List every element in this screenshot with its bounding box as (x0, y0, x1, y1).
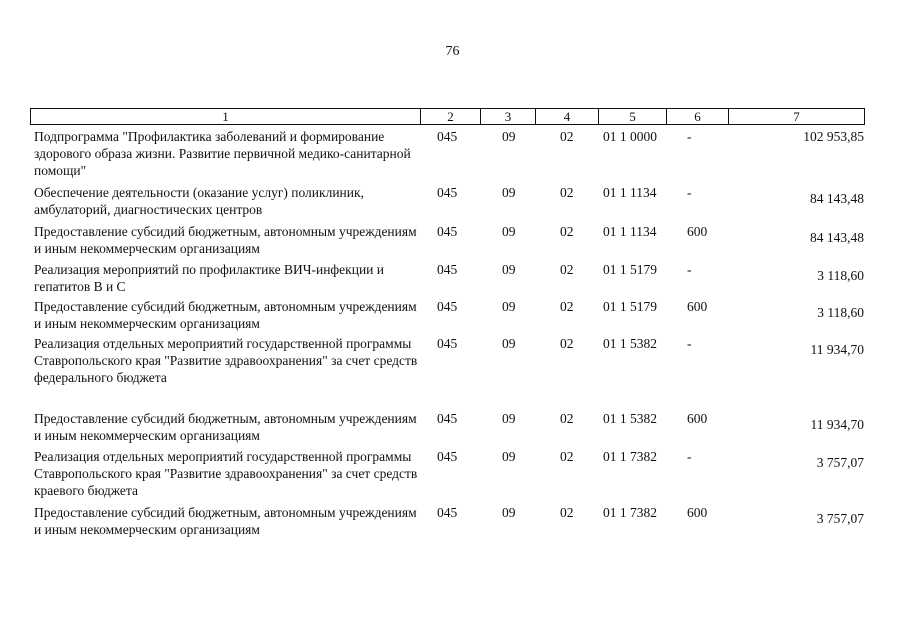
table-row (0, 410, 905, 448)
cell-col-2: 045 (437, 262, 458, 277)
cell-col-6: 600 (687, 299, 708, 314)
page-number: 76 (445, 44, 460, 59)
cell-col-2: 045 (437, 505, 458, 520)
table-row (0, 335, 905, 410)
cell-col-6: 600 (687, 505, 708, 520)
cell-col-2: 045 (437, 185, 458, 200)
header-col-6: 6 (667, 109, 729, 124)
row-description: Предоставление субсидий бюджетным, автономным учреждениям и иным некоммерческим организациям (34, 411, 417, 443)
cell-col-6: 600 (687, 224, 708, 239)
cell-col-4: 02 (560, 262, 574, 277)
cell-col-3: 09 (502, 224, 516, 239)
cell-col-5: 01 1 5179 (603, 262, 657, 277)
cell-col-6: - (687, 336, 692, 351)
cell-col-4: 02 (560, 299, 574, 314)
cell-col-4: 02 (560, 411, 574, 426)
cell-col-5: 01 1 7382 (603, 505, 657, 520)
cell-col-7: 11 934,70 (810, 342, 864, 357)
table-row (0, 223, 905, 261)
row-description: Реализация мероприятий по профилактике ВИЧ-инфекции и гепатитов В и С (34, 262, 384, 294)
cell-col-7: 84 143,48 (810, 191, 864, 206)
cell-col-5: 01 1 7382 (603, 449, 657, 464)
cell-col-3: 09 (502, 299, 516, 314)
header-col-7: 7 (793, 109, 800, 124)
header-col-2: 2 (421, 109, 481, 124)
cell-col-7: 11 934,70 (810, 417, 864, 432)
table-header (30, 108, 865, 125)
row-description: Предоставление субсидий бюджетным, автономным учреждениям и иным некоммерческим организациям (34, 224, 417, 256)
cell-col-2: 045 (437, 299, 458, 314)
cell-col-6: - (687, 185, 692, 200)
cell-col-2: 045 (437, 129, 458, 144)
cell-col-2: 045 (437, 411, 458, 426)
table-row (0, 504, 905, 542)
cell-col-6: - (687, 449, 692, 464)
cell-col-3: 09 (502, 129, 516, 144)
cell-col-7: 102 953,85 (803, 129, 864, 144)
cell-col-5: 01 1 5382 (603, 336, 657, 351)
cell-col-4: 02 (560, 129, 574, 144)
table-row (0, 448, 905, 504)
cell-col-7: 84 143,48 (810, 230, 864, 245)
cell-col-3: 09 (502, 449, 516, 464)
cell-col-7: 3 118,60 (817, 268, 864, 283)
table-row (0, 128, 905, 184)
row-description: Предоставление субсидий бюджетным, автономным учреждениям и иным некоммерческим организациям (34, 299, 417, 331)
cell-col-3: 09 (502, 262, 516, 277)
cell-col-4: 02 (560, 185, 574, 200)
table-row (0, 298, 905, 335)
cell-col-3: 09 (502, 336, 516, 351)
cell-col-4: 02 (560, 224, 574, 239)
table-row (0, 184, 905, 223)
header-col-1: 1 (31, 109, 421, 124)
cell-col-2: 045 (437, 224, 458, 239)
cell-col-5: 01 1 1134 (603, 224, 657, 239)
row-description: Предоставление субсидий бюджетным, автономным учреждениям и иным некоммерческим организациям (34, 505, 417, 537)
row-description: Реализация отдельных мероприятий государственной программы Ставропольского края "Развитие здравоохранения" за счет средств федерального бюджета (34, 336, 418, 385)
cell-col-5: 01 1 0000 (603, 129, 657, 144)
cell-col-6: - (687, 129, 692, 144)
cell-col-5: 01 1 1134 (603, 185, 657, 200)
cell-col-4: 02 (560, 336, 574, 351)
cell-col-5: 01 1 5382 (603, 411, 657, 426)
table-body (0, 128, 905, 542)
header-col-3: 3 (481, 109, 536, 124)
cell-col-3: 09 (502, 505, 516, 520)
cell-col-4: 02 (560, 505, 574, 520)
cell-col-4: 02 (560, 449, 574, 464)
cell-col-7: 3 757,07 (816, 511, 864, 526)
cell-col-3: 09 (502, 411, 516, 426)
row-description: Подпрограмма "Профилактика заболеваний и формирование здорового образа жизни. Развитие первичной медико-санитарной помощи" (34, 129, 411, 178)
table-row (0, 261, 905, 298)
cell-col-6: 600 (687, 411, 708, 426)
header-col-5: 5 (599, 109, 667, 124)
cell-col-3: 09 (502, 185, 516, 200)
row-description: Реализация отдельных мероприятий государственной программы Ставропольского края "Развитие здравоохранения" за счет средств краевого бюджета (34, 449, 418, 498)
cell-col-7: 3 118,60 (817, 305, 864, 320)
cell-col-6: - (687, 262, 692, 277)
cell-col-2: 045 (437, 336, 458, 351)
cell-col-5: 01 1 5179 (603, 299, 657, 314)
row-description: Обеспечение деятельности (оказание услуг) поликлиник, амбулаторий, диагностических центров (34, 185, 364, 217)
cell-col-7: 3 757,07 (816, 455, 864, 470)
header-col-4: 4 (536, 109, 599, 124)
cell-col-2: 045 (437, 449, 458, 464)
